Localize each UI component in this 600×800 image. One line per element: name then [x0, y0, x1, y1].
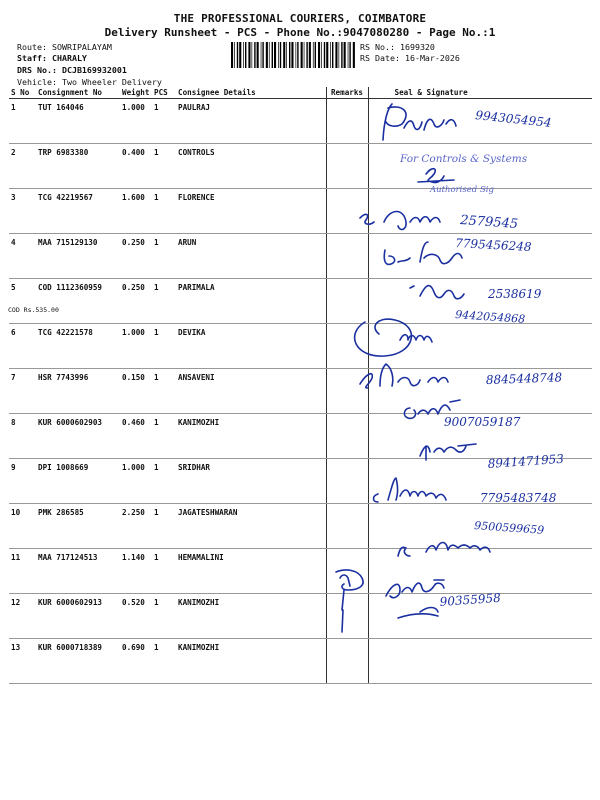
barcode-bar — [280, 42, 281, 68]
barcode-bar — [278, 42, 279, 68]
drs-number: DRS No.: DCJB169932001 — [17, 65, 127, 75]
cell-consignment: PMK 286585 — [36, 504, 120, 549]
table-row — [9, 594, 592, 639]
barcode-bar — [237, 42, 238, 68]
cell-pcs: 1 — [152, 99, 176, 144]
cell-pcs: 1 — [152, 414, 176, 459]
barcode-bar — [261, 42, 262, 68]
cell-sno: 1 — [9, 99, 36, 144]
barcode-bar — [353, 42, 355, 68]
barcode-bar — [326, 42, 328, 68]
cell-seal-signature — [368, 414, 592, 459]
cell-consignment: KUR 6000718389 — [36, 639, 120, 684]
cell-seal-signature — [368, 639, 592, 684]
barcode-bar — [266, 42, 268, 68]
cell-weight: 1.000 — [120, 324, 152, 369]
barcode-bar — [243, 42, 244, 68]
cell-consignee: KANIMOZHI — [176, 594, 326, 639]
barcode-bar — [318, 42, 320, 68]
cell-sno: 13 — [9, 639, 36, 684]
cell-consignee: PARIMALA — [176, 279, 326, 324]
barcode-bar — [349, 42, 350, 68]
barcode-bar — [313, 42, 314, 68]
barcode-bar — [245, 42, 246, 68]
cell-sno: 5 — [9, 279, 36, 324]
cell-seal-signature — [368, 324, 592, 369]
phone-row7: 8845448748 — [485, 370, 563, 387]
cell-seal-signature — [368, 234, 592, 279]
phone-row10: 7795483748 — [480, 491, 557, 505]
phone-row3: 2579545 — [459, 213, 519, 233]
cell-pcs: 1 — [152, 189, 176, 234]
cell-remarks — [326, 189, 368, 234]
rs-date: RS Date: 16-Mar-2026 — [360, 53, 460, 63]
cell-consignment: COD 1112360959 COD Rs.535.00 — [36, 279, 120, 324]
cell-weight: 0.460 — [120, 414, 152, 459]
cell-seal-signature — [368, 459, 592, 504]
barcode-bar — [248, 42, 250, 68]
barcode-bar — [304, 42, 305, 68]
cell-remarks — [326, 639, 368, 684]
route-label: Route: SOWRIPALAYAM — [17, 42, 112, 52]
rs-number: RS No.: 1699320 — [360, 42, 435, 52]
barcode-bar — [252, 42, 253, 68]
cell-remarks — [326, 459, 368, 504]
cell-weight: 0.250 — [120, 279, 152, 324]
barcode-bar — [239, 42, 241, 68]
cell-weight: 1.600 — [120, 189, 152, 234]
cell-pcs: 1 — [152, 549, 176, 594]
table-row — [9, 459, 592, 504]
cell-seal-signature — [368, 549, 592, 594]
cell-consignment: HSR 7743996 — [36, 369, 120, 414]
barcode-bar — [257, 42, 259, 68]
cell-seal-signature — [368, 369, 592, 414]
cell-sno: 4 — [9, 234, 36, 279]
cell-consignment: TCG 42219567 — [36, 189, 120, 234]
barcode-bar — [269, 42, 270, 68]
phone-row11: 9500599659 — [473, 519, 545, 537]
cell-sno: 7 — [9, 369, 36, 414]
barcode-bar — [324, 42, 325, 68]
cell-weight: 1.000 — [120, 459, 152, 504]
col-weight: Weight — [120, 87, 152, 99]
barcode-bar — [274, 42, 276, 68]
cell-consignment: TRP 6983380 — [36, 144, 120, 189]
cell-weight: 2.250 — [120, 504, 152, 549]
cell-remarks — [326, 144, 368, 189]
barcode-bar — [234, 42, 235, 68]
cod-amount-note: COD Rs.535.00 — [8, 306, 59, 314]
cell-remarks — [326, 549, 368, 594]
barcode-bar — [330, 42, 331, 68]
barcode-bar — [254, 42, 255, 68]
phone-row9: 8941471953 — [487, 451, 565, 471]
cell-consignee: DEVIKA — [176, 324, 326, 369]
cell-sno: 10 — [9, 504, 36, 549]
cell-remarks — [326, 594, 368, 639]
barcode-bar — [321, 42, 322, 68]
col-consignment: Consignment No — [36, 87, 120, 99]
barcode-bar — [296, 42, 297, 68]
cell-consignee: PAULRAJ — [176, 99, 326, 144]
cell-pcs: 1 — [152, 594, 176, 639]
barcode-bar — [286, 42, 287, 68]
table-row — [9, 504, 592, 549]
cell-pcs: 1 — [152, 459, 176, 504]
phone-row4: 7795456248 — [454, 236, 532, 254]
cell-consignee: CONTROLS — [176, 144, 326, 189]
cell-consignee: KANIMOZHI — [176, 639, 326, 684]
cell-sno: 8 — [9, 414, 36, 459]
company-title: THE PROFESSIONAL COURIERS, COIMBATORE — [173, 12, 427, 25]
cell-remarks — [326, 234, 368, 279]
staff-label: Staff: CHARALY — [17, 53, 87, 63]
cell-weight: 1.140 — [120, 549, 152, 594]
cell-pcs: 1 — [152, 234, 176, 279]
cell-pcs: 1 — [152, 279, 176, 324]
cell-sno: 3 — [9, 189, 36, 234]
cell-pcs: 1 — [152, 324, 176, 369]
cell-weight: 0.520 — [120, 594, 152, 639]
barcode-bar — [301, 42, 303, 68]
barcode-image — [229, 41, 357, 69]
cell-pcs: 1 — [152, 639, 176, 684]
cell-consignee: ARUN — [176, 234, 326, 279]
cell-seal-signature — [368, 504, 592, 549]
barcode-bar — [348, 42, 349, 68]
barcode-bar — [291, 42, 293, 68]
barcode-bar — [306, 42, 307, 68]
table-row — [9, 369, 592, 414]
table-row — [9, 279, 592, 324]
cell-seal-signature — [368, 99, 592, 144]
cell-pcs: 1 — [152, 144, 176, 189]
col-consignee: Consignee Details — [176, 87, 326, 99]
runsheet-table — [9, 87, 592, 684]
runsheet-title: Delivery Runsheet - PCS - Phone No.:9047080280 - Page No.:1 — [104, 26, 496, 39]
cell-weight: 0.250 — [120, 234, 152, 279]
cell-consignment: MAA 715129130 — [36, 234, 120, 279]
cell-sno: 12 — [9, 594, 36, 639]
table-row — [9, 189, 592, 234]
table-row — [9, 99, 592, 144]
cell-seal-signature — [368, 144, 592, 189]
cell-consignment: DPI 1008669 — [36, 459, 120, 504]
barcode-bar — [262, 42, 263, 68]
cell-consignee: SRIDHAR — [176, 459, 326, 504]
phone-row5: 2538619 — [488, 287, 542, 301]
cell-consignee: HEMAMALINI — [176, 549, 326, 594]
cell-remarks — [326, 504, 368, 549]
col-pcs: PCS — [152, 87, 176, 99]
col-seal-signature: Seal & Signature — [368, 87, 592, 99]
barcode-bar — [272, 42, 273, 68]
cell-consignment: TCG 42221578 — [36, 324, 120, 369]
company-stamp-name: For Controls & Systems — [400, 153, 528, 165]
cell-sno: 6 — [9, 324, 36, 369]
cell-remarks — [326, 414, 368, 459]
table-row — [9, 144, 592, 189]
col-remarks: Remarks — [326, 87, 368, 99]
barcode-bar — [289, 42, 290, 68]
company-stamp-role: Authorised Sig — [430, 185, 494, 195]
phone-row1: 9943054954 — [474, 108, 553, 130]
cell-consignee: JAGATESHWARAN — [176, 504, 326, 549]
table-row — [9, 639, 592, 684]
barcode-bar — [332, 42, 333, 68]
cell-sno: 9 — [9, 459, 36, 504]
barcode-bar — [283, 42, 285, 68]
cell-consignee: ANSAVENI — [176, 369, 326, 414]
cell-weight: 0.690 — [120, 639, 152, 684]
cell-consignee: KANIMOZHI — [176, 414, 326, 459]
barcode-bar — [231, 42, 233, 68]
barcode-bar — [341, 42, 342, 68]
phone-row8: 9007059187 — [444, 415, 521, 429]
vehicle-label: Vehicle: Two Wheeler Delivery — [17, 77, 162, 87]
cell-consignee: FLORENCE — [176, 189, 326, 234]
barcode-bar — [309, 42, 311, 68]
cell-sno: 11 — [9, 549, 36, 594]
barcode-bar — [344, 42, 346, 68]
barcode-bar — [297, 42, 298, 68]
table-header-row — [9, 87, 592, 99]
cell-weight: 0.150 — [120, 369, 152, 414]
cell-remarks — [326, 99, 368, 144]
cell-consignment: MAA 717124513 — [36, 549, 120, 594]
table-row — [9, 414, 592, 459]
col-sno: S No — [9, 87, 36, 99]
barcode-bar — [339, 42, 340, 68]
barcode-bar — [315, 42, 316, 68]
cell-weight: 1.000 — [120, 99, 152, 144]
table-row — [9, 234, 592, 279]
phone-row6: 9442054868 — [454, 308, 526, 326]
cell-remarks — [326, 369, 368, 414]
cell-consignment: TUT 164046 — [36, 99, 120, 144]
table-row — [9, 324, 592, 369]
cell-consignment: KUR 6000602903 — [36, 414, 120, 459]
table-row — [9, 549, 592, 594]
barcode-bar — [335, 42, 337, 68]
cell-sno: 2 — [9, 144, 36, 189]
cell-seal-signature — [368, 594, 592, 639]
cell-pcs: 1 — [152, 504, 176, 549]
cell-remarks — [326, 324, 368, 369]
cell-remarks — [326, 279, 368, 324]
cell-seal-signature — [368, 279, 592, 324]
cell-seal-signature — [368, 189, 592, 234]
cell-pcs: 1 — [152, 369, 176, 414]
cell-consignment: KUR 6000602913 — [36, 594, 120, 639]
phone-row13: 90355958 — [439, 590, 502, 609]
cell-weight: 0.400 — [120, 144, 152, 189]
